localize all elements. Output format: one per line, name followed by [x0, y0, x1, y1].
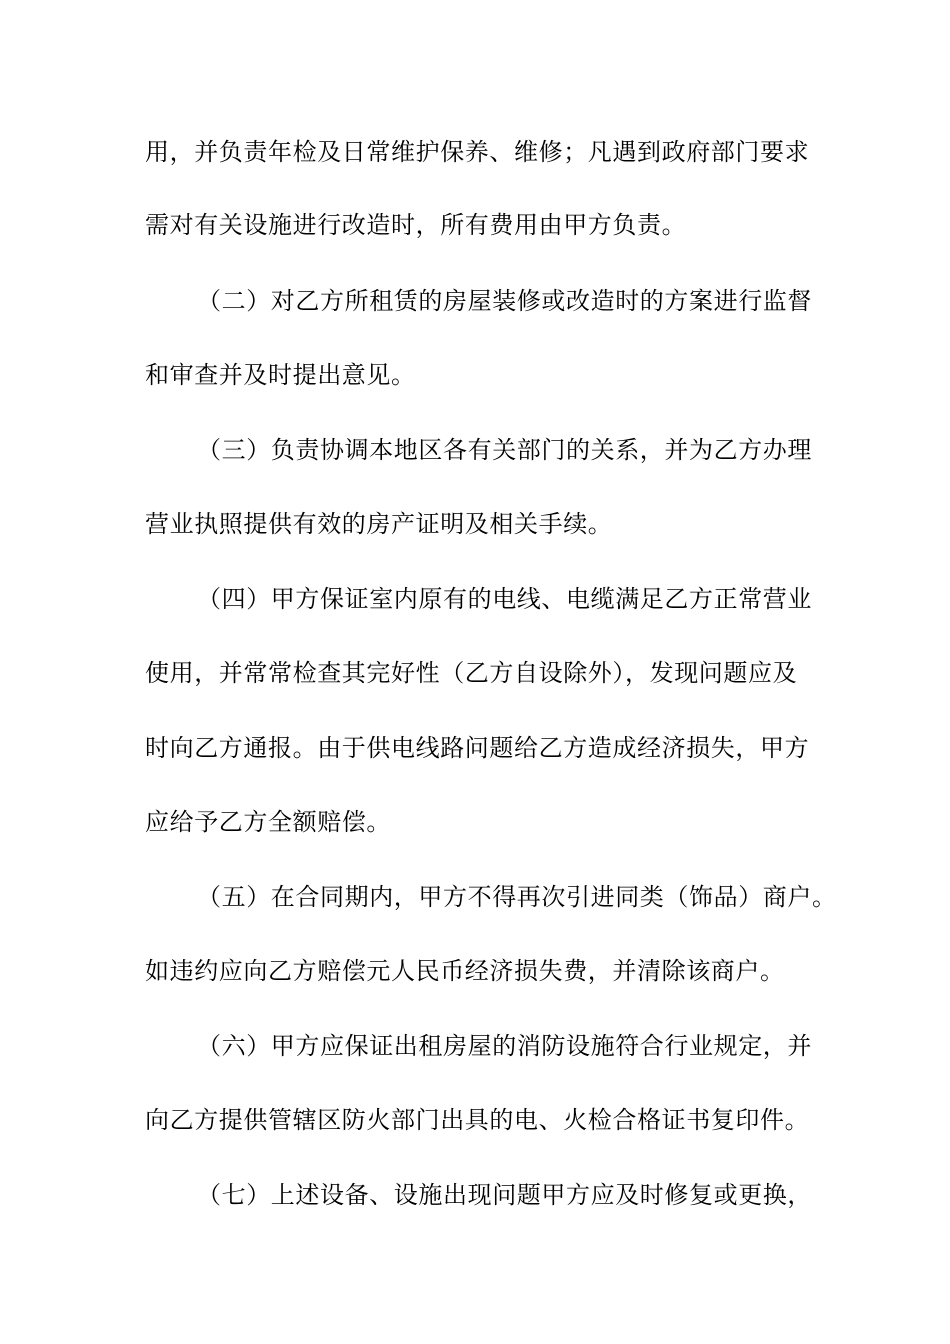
text-line: 用，并负责年检及日常维护保养、维修；凡遇到政府部门要求: [145, 138, 810, 166]
text-line: 时向乙方通报。由于供电线路问题给乙方造成经济损失，甲方: [145, 734, 810, 762]
paragraph-line: （四）甲方保证室内原有的电线、电缆满足乙方正常营业: [197, 585, 812, 613]
text-line: 应给予乙方全额赔偿。: [145, 808, 391, 836]
paragraph-line: （二）对乙方所租赁的房屋装修或改造时的方案进行监督: [197, 287, 812, 315]
text-line: 营业执照提供有效的房产证明及相关手续。: [145, 510, 613, 538]
text-line: 如违约应向乙方赔偿元人民币经济损失费，并清除该商户。: [145, 957, 785, 985]
text-line: 使用，并常常检查其完好性（乙方自设除外），发现问题应及: [145, 659, 798, 687]
paragraph-line: （五）在合同期内，甲方不得再次引进同类（饰品）商户。: [197, 883, 837, 911]
text-line: 向乙方提供管辖区防火部门出具的电、火检合格证书复印件。: [145, 1106, 810, 1134]
text-line: 需对有关设施进行改造时，所有费用由甲方负责。: [145, 211, 687, 239]
paragraph-line: （三）负责协调本地区各有关部门的关系，并为乙方办理: [197, 436, 812, 464]
text-line: 和审查并及时提出意见。: [145, 361, 416, 389]
paragraph-line: （六）甲方应保证出租房屋的消防设施符合行业规定，并: [197, 1032, 812, 1060]
paragraph-line: （七）上述设备、设施出现问题甲方应及时修复或更换，: [197, 1181, 812, 1209]
